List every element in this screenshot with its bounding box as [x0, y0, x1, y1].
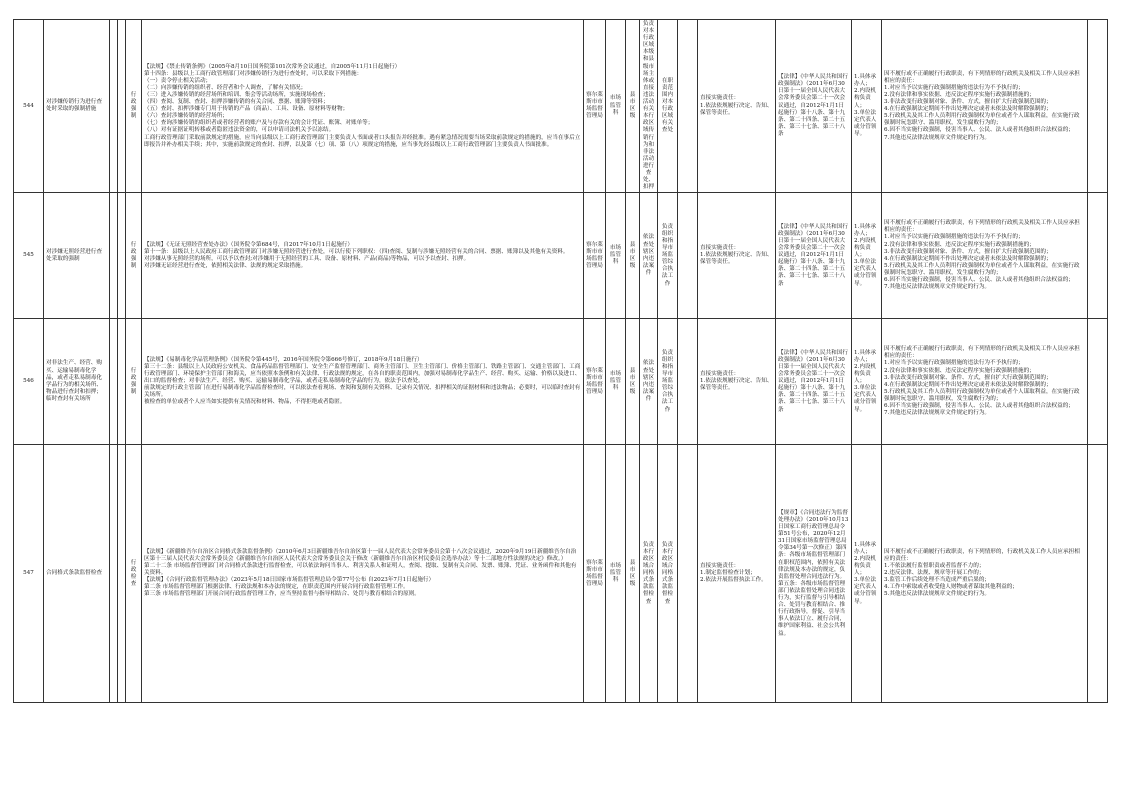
acc-line: 5.其他违反法律法规规章文件规定的行为。: [884, 591, 991, 598]
resp-line: 1.依法依规履行决定、告知、保管等责任。: [700, 102, 773, 116]
responsible-persons: [852, 319, 882, 445]
legal-basis: [142, 20, 584, 193]
item-number: 546: [14, 319, 44, 445]
mode-line: 1.具体承办人；: [854, 349, 877, 363]
accountability-situations: [882, 445, 1088, 703]
legal-basis: [142, 193, 584, 319]
admin-level: 县市区级: [626, 193, 640, 319]
table-row: [14, 319, 1108, 445]
acc-line: 因不履行或不正确履行行政职责，有下列情形的行政机关及相关工作人员应承担相应的责任：: [884, 220, 1080, 234]
blank-cell: [678, 20, 698, 193]
acc-line: 4.在行政强制法定期间不作出处理决定或者未依法及时解除强制的；: [884, 381, 1052, 388]
item-name: 对非法生产、经营、购买、运输易制毒化学品，或者走私易制毒化学品行为的相关场所、物品进行查封和扣押；临时查封有关场所: [44, 319, 110, 445]
basis-line: 第十四条：县级以上工商行政管理部门对涉嫌传销行为进行查处时，可以采取下列措施：: [144, 70, 363, 77]
legal-basis: [142, 445, 584, 703]
mode-line: 1.具体承办人；: [854, 223, 877, 237]
accountability-situations: [882, 319, 1088, 445]
resp-line: 1.制定监督检查计划；: [700, 570, 756, 577]
power-type: 行政强制: [126, 193, 142, 319]
basis-line: 第十一条：县级以上人民政府工商行政管理部门对涉嫌无照经营进行查处，可以行使下列职权：（四)查阅、复制与涉嫌无照经营有关的合同、票据、账簿以及其他有关资料。: [144, 248, 569, 255]
blank-cell: [110, 319, 118, 445]
mode-line: 3.单位法定代表人或分管领导。: [854, 385, 877, 413]
jurisdiction-scope: 负责对本行政区域本级和县级市场主体或直接违法活动有关本行政区域传销行为和非法活动进行查处、扣押: [640, 20, 658, 193]
department: 市场监管科: [606, 319, 626, 445]
item-name: 对涉嫌传销行为进行查处时采取的强制措施: [44, 20, 110, 193]
responsibility-scope: 负责组织和指导市场监管综合执法工作: [658, 193, 678, 319]
basis-line: （一）责令停止相关活动；: [144, 77, 212, 84]
responsibility-basis: 【法律】《中华人民共和国行政强制法》（2011年6月30日第十一届全国人民代表大会常务委员会第二十一次会议通过，自2012年1月1日起施行）第十八条、第十九条、第二十四条、第二十五条、第三十七条、第三十八条: [776, 20, 852, 193]
basis-line: （八）对有证据证明转移或者隐匿违法资金的，可以申请司法机关予以冻结。: [144, 127, 335, 134]
basis-line: 【法规】《新疆维吾尔自治区合同格式条款监督条例》（2010年6月3日新疆维吾尔自治区第十一届人民代表大会常务委员会第十八次会议通过，2020年9月19日新疆维吾尔自治区第十三届人民代表大会常务委员会《新疆维吾尔自治区人民代表大会常务委员会关于修改〈新疆维吾尔自治区村民委员会选举办法〉等十二部地方性法规的决定》修改。）: [144, 548, 577, 563]
blank-cell: [678, 445, 698, 703]
blank-cell: [118, 193, 126, 319]
department: 市场监管科: [606, 20, 626, 193]
blank-cell: [1088, 193, 1108, 319]
acc-line: 7.其他违反法律法规规章文件规定的行为。: [884, 284, 991, 291]
admin-level: 县市区级: [626, 319, 640, 445]
basis-line: 【法规】《无证无照经营查处办法》（国务院令第684号，自2017年10月1日起施行）: [144, 241, 353, 248]
acc-line: 1.不依法履行监督职责或者监督不力的；: [884, 563, 985, 570]
acc-line: 5.行政机关及其工作人员利用行政强制权为单位或者个人谋取利益，在实施行政强制时玩忽职守、滥用职权，发生腐败行为的；: [884, 262, 1080, 276]
responsibility-items: [698, 319, 776, 445]
basis-line: （三）进入涉嫌传销的经营场所和培训、集会等活动场所，实施现场检查；: [144, 91, 329, 98]
responsibility-scope: 负责本行政区域合同格式条款监督检查: [658, 445, 678, 703]
acc-line: 3.非法改变行政强制对象、条件、方式，擅自扩大行政强制范围的；: [884, 99, 1052, 106]
resp-line: 直接实施责任：: [700, 371, 740, 378]
implementing-organ: 察尔莱斯市市场监督管理局: [584, 445, 606, 703]
basis-line: 第三条 市场监督管理部门开展合同行政监督管理工作，应当坚持监督与指导相结合、处罚与教育相结合的原则。: [144, 591, 420, 598]
department: 市场监管科: [606, 193, 626, 319]
basis-line: 对涉嫌无证经营进行查处，依照相关法律、法规的规定采取措施。: [144, 262, 307, 269]
jurisdiction-scope: 依法查处辖区内违法案件: [640, 193, 658, 319]
acc-line: 2.没有法律和事实依据、违反法定程序实施行政强制措施的；: [884, 367, 1035, 374]
item-number: 544: [14, 20, 44, 193]
admin-level: 县市区级: [626, 20, 640, 193]
blank-cell: [1088, 20, 1108, 193]
table-row: [14, 193, 1108, 319]
acc-line: 5.行政机关及其工作人员利用行政强制权为单位或者个人谋取利益，在实施行政强制时玩忽职守、滥用职权，发生腐败行为的；: [884, 113, 1080, 127]
responsibility-items: [698, 193, 776, 319]
blank-cell: [110, 445, 118, 703]
mode-line: 2.内设机构负责人；: [854, 238, 877, 259]
accountability-situations: [882, 20, 1088, 193]
acc-line: 因不履行或不正确履行行政职责，有下列情形的行政机关及相关工作人员应承担相应的责任：: [884, 346, 1080, 360]
basis-line: 第二十二条 市场监督管理部门对合同格式条款进行监督检查，可以依法询问当事人、利害关系人和证明人，查阅、提取、复制有关合同、发票、账簿、凭证、业务函件和其他有关资料。: [144, 563, 577, 577]
implementing-organ: 察尔莱斯市市场监督管理局: [584, 319, 606, 445]
blank-cell: [678, 193, 698, 319]
acc-line: 6.因不当实施行政强制，侵害当事人、公民、法人或者其他组织合法权益的；: [884, 403, 1074, 410]
acc-line: 4.工作中索取或者收受他人财物或者谋取其他利益的；: [884, 584, 1018, 591]
acc-line: 7.其他违反法律法规规章文件规定的行为。: [884, 410, 991, 417]
responsibility-items: [698, 20, 776, 193]
blank-cell: [678, 319, 698, 445]
responsible-persons: [852, 193, 882, 319]
mode-line: 3.单位法定代表人或分管领导。: [854, 577, 877, 605]
acc-line: 1.对应当予以实施行政强制措施的违法行为不予执行的；: [884, 234, 1024, 241]
admin-level: 县市区级: [626, 445, 640, 703]
department: 市场监管科: [606, 445, 626, 703]
basis-line: 第三十二条：县级以上人民政府公安机关、食品药品监督管理部门、安全生产监督管理部门、商务主管部门、卫生主管部门、价格主管部门、铁路主管部门、交通主管部门、工商行政管理部门、环境保护主管部门和海关，应当依照本条例和有关法律、行政法规的规定，在各自的职责范围内，加强对易制毒化学品生产、经营、购买、运输、价格以及进口、出口的监督检查；对非法生产、经营、购买、运输易制毒化学品，或者走私易制毒化学品的行为，依法予以查处。: [144, 364, 581, 385]
responsibility-scope: 在职责范围内对本行政区域有关查处: [658, 20, 678, 193]
blank-cell: [118, 445, 126, 703]
basis-line: （五）查封、扣押涉嫌专门用于传销的产品（商品）、工具、设备、原材料等财物；: [144, 106, 349, 113]
blank-cell: [110, 20, 118, 193]
mode-line: 3.单位法定代表人或分管领导。: [854, 109, 877, 137]
jurisdiction-scope: 负责本行政区域合同格式条款监督检查: [640, 445, 658, 703]
item-name: 对涉嫌无照经营进行查处采取的强制: [44, 193, 110, 319]
acc-line: 2.违反法律、法规、规章等开展工作的；: [884, 570, 985, 577]
basis-line: 【法规】《合同行政监督管理办法》（2023年5月18日国家市场监督管理总局令第77号公布 自2023年7月1日起施行）: [144, 577, 435, 584]
resp-line: 1.依法依规履行决定、告知、保管等责任。: [700, 252, 773, 266]
basis-line: 对涉嫌从事无照经营的场所，可以予以查封;对涉嫌用于无照经营的工具、设备、原材料、产品(商品)等物品，可以予以查封、扣押。: [144, 255, 470, 262]
power-type: 行政检查: [126, 445, 142, 703]
accountability-situations: [882, 193, 1088, 319]
table-row: [14, 20, 1108, 193]
basis-line: 被检查的单位或者个人应当如实提供有关情况和材料、物品，不得拒绝或者隐匿。: [144, 399, 346, 406]
acc-line: 2.没有法律和事实依据、违反法定程序实施行政强制措施的；: [884, 241, 1035, 248]
acc-line: 4.在行政强制法定期间不作出处理决定或者未依法及时解除强制的；: [884, 106, 1052, 113]
blank-cell: [118, 319, 126, 445]
blank-cell: [118, 20, 126, 193]
acc-line: 因不履行或不正确履行行政职责，有下列情形的行政机关及相关工作人员应承担相应的责任：: [884, 70, 1080, 84]
resp-line: 1.依法依规履行决定、告知、保管等责任。: [700, 378, 773, 392]
acc-line: 3.非法改变行政强制对象、条件、方式，擅自扩大行政强制范围的；: [884, 374, 1052, 381]
mode-line: 3.单位法定代表人或分管领导。: [854, 259, 877, 287]
jurisdiction-scope: 依法查处辖区内违法案件: [640, 319, 658, 445]
responsibility-basis: 【法律】《中华人民共和国行政强制法》（2011年6月30日第十一届全国人民代表大会常务委员会第二十一次会议通过，自2012年1月1日起施行）第十八条、第十九条、第二十四条、第二十五条、第三十七条、第三十八条: [776, 319, 852, 445]
basis-line: 第二条 市场监督管理部门根据法律、行政法规和本办法的规定，在职责范围内开展合同行政监督管理工作。: [144, 584, 409, 591]
power-type: 行政强制: [126, 20, 142, 193]
acc-line: 1.对应当予以实施行政强制措施的违法行为不予执行的；: [884, 360, 1024, 367]
responsible-persons: [852, 445, 882, 703]
mode-line: 2.内设机构负责人；: [854, 88, 877, 109]
resp-line: 直接实施责任：: [700, 95, 740, 102]
acc-line: 6.因不当实施行政强制，侵害当事人、公民、法人或者其他组织合法权益的；: [884, 277, 1074, 284]
basis-line: （四）查阅、复制、查封、扣押涉嫌传销的有关合同、票据、账簿等资料；: [144, 99, 329, 106]
responsibility-items: [698, 445, 776, 703]
basis-line: （六）查封涉嫌传销的经营场所；: [144, 113, 228, 120]
basis-line: （二）向涉嫌传销的组织者、经营者和个人调查，了解有关情况；: [144, 84, 307, 91]
implementing-organ: 察尔莱斯市市场监督管理局: [584, 193, 606, 319]
basis-line: （七）查询涉嫌传销的组织者或者经营者的账户及与存款有关的会计凭证、账簿、对账单等；: [144, 120, 374, 127]
responsible-persons: [852, 20, 882, 193]
item-name: 合同格式条款监督检查: [44, 445, 110, 703]
basis-line: 前款规定的行政主管部门在进行易制毒化学品监督检查时，可以依法查看现场、查阅和复制有关资料、记录有关情况、扣押相关的证据材料和违法物品；必要时，可以临时查封有关场所。: [144, 385, 581, 399]
acc-line: 7.其他违反法律法规规章文件规定的行为。: [884, 134, 991, 141]
responsibility-basis: 【法律】《中华人民共和国行政强制法》（2011年6月30日第十一届全国人民代表大会常务委员会第二十一次会议通过，自2012年1月1日起施行）第十八条、第十九条、第二十四条、第二十五条、第三十七条、第三十八条: [776, 193, 852, 319]
responsibility-scope: 负责组织和指导市场监管综合执法工作: [658, 319, 678, 445]
table-row: [14, 445, 1108, 703]
basis-line: 工商行政管理部门采取前款规定的措施，应当向县级以上工商行政管理部门主要负责人书面或者口头报告并经批准。遇有紧急情况需要当场采取前款规定的措施的，应当在事后立即报告并补办相关手续；其中，实施前款规定的查封、扣押，以及第（七）项、第（八）项规定的措施，应当事先经县级以上工商行政管理部门主要负责人书面批准。: [144, 134, 581, 148]
acc-line: 4.在行政强制法定期间不作出处理决定或者未依法及时解除强制的；: [884, 255, 1052, 262]
acc-line: 因不履行或不正确履行行政职责，有下列情形的，行政机关及工作人员应承担相应的责任：: [884, 548, 1080, 563]
resp-line: 直接实施责任：: [700, 245, 740, 252]
power-list-table: [13, 19, 1108, 703]
mode-line: 1.具体承办人；: [854, 74, 877, 88]
resp-line: 直接实施责任：: [700, 563, 740, 570]
acc-line: 3.监管工作后续处理不当造成严重后果的；: [884, 577, 991, 584]
acc-line: 1.对应当予以实施行政强制措施的违法行为不予执行的；: [884, 84, 1024, 91]
implementing-organ: 察尔莱斯市市场监督管理局: [584, 20, 606, 193]
power-type: 行政强制: [126, 319, 142, 445]
acc-line: 2.没有法律和事实依据、违反法定程序实施行政强制措施的；: [884, 91, 1035, 98]
legal-basis: [142, 319, 584, 445]
mode-line: 2.内设机构负责人；: [854, 556, 877, 577]
blank-cell: [1088, 445, 1108, 703]
basis-line: 【法规】《易制毒化学品管理条例》（国务院令第445号，2016年国务院令第666号修订，2018年9月18日施行）: [144, 356, 423, 363]
acc-line: 5.行政机关及其工作人员利用行政强制权为单位或者个人谋取利益，在实施行政强制时玩忽职守、滥用职权，发生腐败行为的；: [884, 388, 1080, 402]
mode-line: 1.具体承办人；: [854, 541, 877, 555]
blank-cell: [110, 193, 118, 319]
item-number: 547: [14, 445, 44, 703]
responsibility-basis: 【规章】《合同违法行为监督处理办法》（2010年10月13日国家工商行政管理总局令第51号公布，2020年12月31日国家市场监督管理总局令第34号第一次修正）第四条：各级市场监督管理部门在职权范围内，依照有关法律法规及本办法的规定，负责监督处理合同违法行为。第五条：各级市场监督管理部门依法监督处理合同违法行为，实行监督与引导相结合、处罚与教育相结合、推行行政指导，督促、引导当事人依法订立、履行合同，维护国家利益、社会公共利益。: [776, 445, 852, 703]
item-number: 545: [14, 193, 44, 319]
resp-line: 2.依法开展监督执法工作。: [700, 577, 767, 584]
basis-line: 【法规】《禁止传销条例》（2005年8月10日国务院第101次常务会议通过，自2005年11月1日起施行）: [144, 63, 401, 70]
blank-cell: [1088, 319, 1108, 445]
mode-line: 2.内设机构负责人；: [854, 364, 877, 385]
acc-line: 6.因不当实施行政强制，侵害当事人、公民、法人或者其他组织合法权益的；: [884, 127, 1074, 134]
acc-line: 3.非法改变行政强制对象、条件、方式，擅自扩大行政强制范围的；: [884, 248, 1052, 255]
